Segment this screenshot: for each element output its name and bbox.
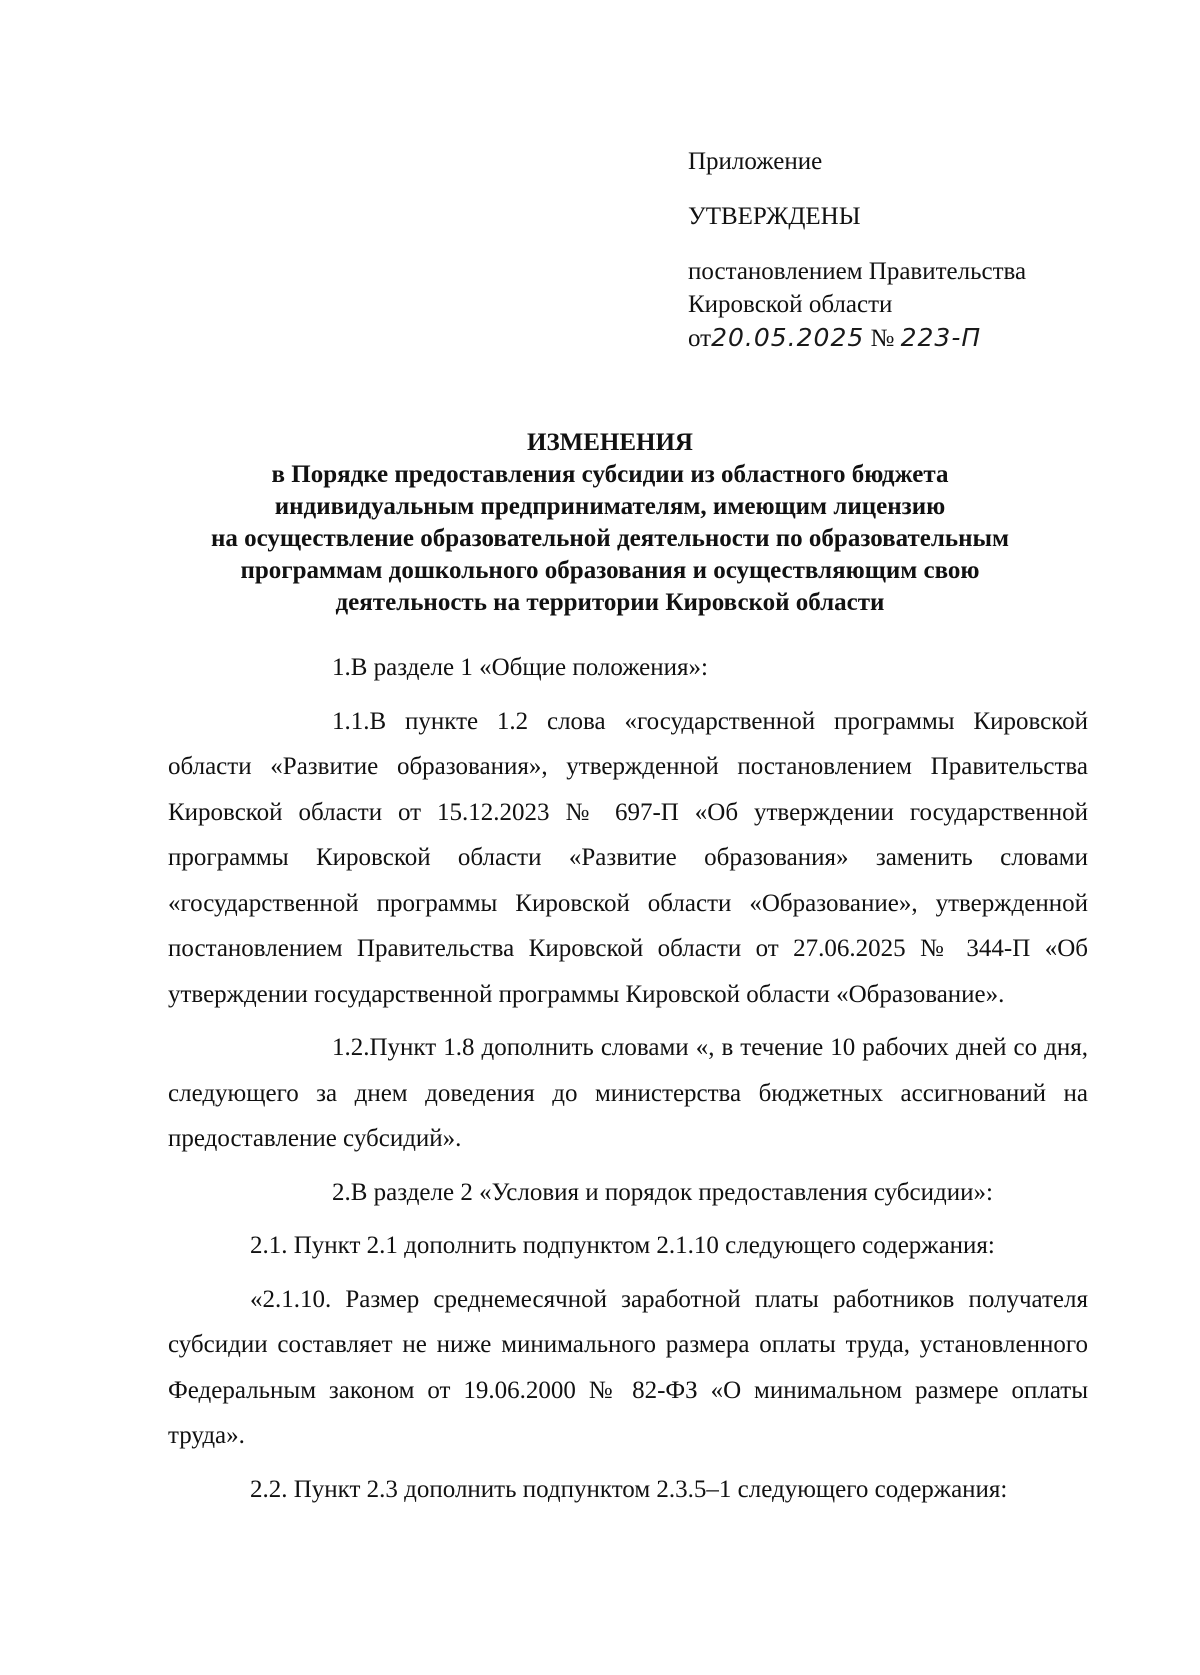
date-prefix: от [688, 325, 712, 352]
number-sign: № [870, 325, 895, 352]
section-number: 1. [332, 654, 351, 681]
approved-by-line1: постановлением Правительства [688, 258, 1027, 285]
section-number: 1.2. [332, 1034, 370, 1061]
paragraph-section-1 [168, 645, 1088, 691]
paragraph-text: В разделе 2 «Условия и порядок предоставления субсидии»: [350, 1178, 993, 1206]
paragraph-section-2 [168, 1170, 1088, 1216]
title-line-4: программам дошкольного образования и осуществляющим свою [240, 557, 980, 584]
title-line-5: деятельность на территории Кировской области [335, 589, 885, 616]
paragraph-1-1 [168, 699, 1088, 1018]
document-title [110, 427, 1110, 619]
paragraph-2-1-10: «2.1.10. Размер среднемесячной заработной платы работников получателя субсидии составляет не ниже минимального размера оплаты труда, установленного Федеральным законом от 19.06.2000 № 82-ФЗ «О минимальном размере оплаты труда». [168, 1285, 1088, 1449]
handwritten-number: 223-П [900, 323, 982, 352]
document-body [168, 645, 1088, 1512]
handwritten-date: 20.05.2025 [711, 323, 865, 352]
paragraph-1-2 [168, 1025, 1088, 1162]
approved-label: УТВЕРЖДЕНЫ [688, 203, 861, 230]
paragraph-text: В разделе 1 «Общие положения»: [350, 654, 708, 681]
title-line-2: индивидуальным предпринимателям, имеющим лицензию [274, 493, 946, 520]
approval-block [688, 145, 1128, 355]
paragraph-2-1: 2.1. Пункт 2.1 дополнить подпунктом 2.1.10 следующего содержания: [250, 1232, 995, 1259]
title-line-1: в Порядке предоставления субсидии из областного бюджета [271, 461, 949, 488]
section-number: 2. [332, 1178, 351, 1206]
title-heading: ИЗМЕНЕНИЯ [527, 429, 693, 456]
paragraph-text: Пункт 1.8 дополнить словами «, в течение 10 рабочих дней со дня, следующего за днем доведения до министерства бюджетных ассигнований на предоставление субсидий». [168, 1034, 1088, 1152]
paragraph-text: В пункте 1.2 слова «государственной программы Кировской области «Развитие образования», утвержденной постановлением Правительства Кировской области от 15.12.2023 № 697-П «Об утверждении государственной программы Кировской области «Развитие образования» заменить словами «государственной программы Кировской области «Образование», утвержденной постановлением Правительства Кировской области от 27.06.2025 № 344-П «Об утверждении государственной программы Кировской области «Образование». [168, 707, 1088, 1008]
title-line-3: на осуществление образовательной деятельности по образовательным [210, 525, 1010, 552]
paragraph-2-2: 2.2. Пункт 2.3 дополнить подпунктом 2.3.5–1 следующего содержания: [250, 1475, 1008, 1503]
approval-date-line [688, 321, 1128, 355]
appendix-label: Приложение [688, 148, 823, 175]
approved-by-line2: Кировской области [688, 291, 893, 318]
section-number: 1.1. [332, 707, 370, 735]
